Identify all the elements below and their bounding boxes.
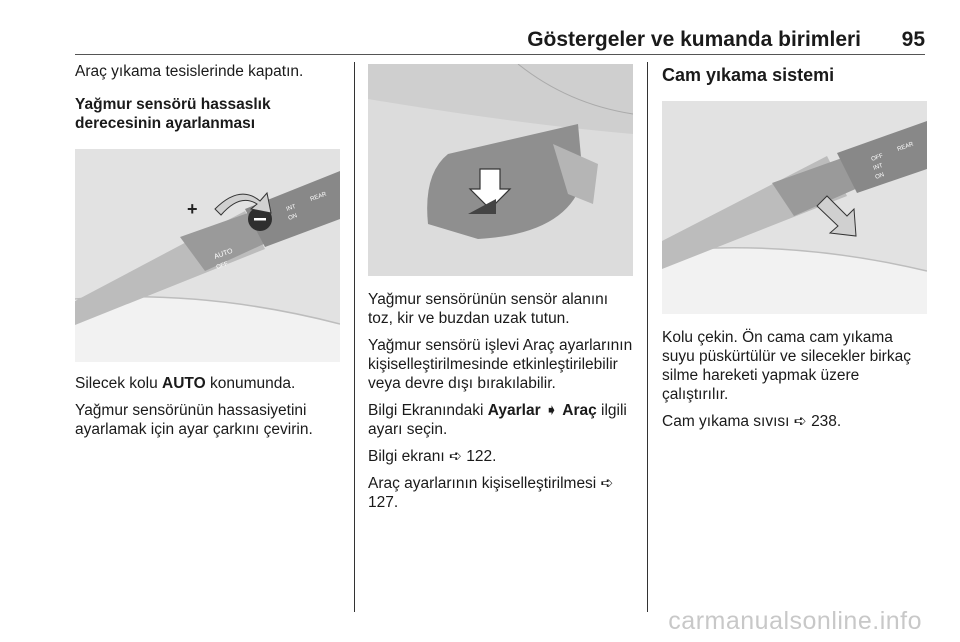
on-label: ON	[874, 172, 886, 181]
washer-fluid-ref: Cam yıkama sıvısı ➪ 238.	[662, 413, 842, 430]
rear-label: REAR	[896, 141, 915, 153]
auto-bold: AUTO	[162, 375, 206, 392]
auto-label: AUTO	[213, 247, 234, 261]
off-label: OFF	[870, 153, 884, 163]
rear-label: REAR	[309, 191, 328, 203]
page-number: 95	[901, 28, 925, 51]
info-display-ref: Bilgi ekranı ➪ 122.	[368, 448, 497, 465]
sensitivity-text: Yağmur sensörünün hassasiyetini ayarlamak için ayar çarkını çevirin.	[75, 402, 313, 438]
on-label: ON	[287, 213, 299, 222]
column-divider	[354, 62, 355, 612]
vehicle-personalisation-ref: Araç ayarlarının kişiselleştirilmesi ➪ 127.	[368, 475, 614, 511]
column-middle	[368, 62, 633, 520]
page-header	[75, 28, 925, 55]
vehicle-bold: Araç	[562, 402, 597, 419]
settings-path-text: Bilgi Ekranındaki Ayarlar ➧ Araç ilgili ayarı seçin.	[368, 402, 627, 438]
washer-section-heading: Cam yıkama sistemi	[662, 65, 835, 85]
int-label: INT	[872, 162, 884, 172]
column-right	[662, 62, 927, 439]
watermark: carmanualsonline.info	[668, 607, 922, 635]
washer-stalk-figure	[662, 101, 927, 314]
column-divider	[647, 62, 648, 612]
off-label: OFF	[215, 261, 229, 271]
rain-sensor-figure	[368, 64, 633, 276]
wiper-stalk-sensitivity-figure	[75, 149, 340, 362]
page-title: Göstergeler ve kumanda birimleri	[527, 28, 861, 51]
subheading-rain-sensor: Yağmur sensörü hassaslık derecesinin ayarlanması	[75, 96, 271, 132]
menu-arrow-icon: ➧	[544, 402, 558, 419]
washer-instruction-text: Kolu çekin. Ön cama cam yıkama suyu püskürtülür ve silecekler birkaç silme hareketi yapmak üzere çalıştırılır.	[662, 329, 911, 403]
column-left	[75, 62, 340, 447]
int-label: INT	[285, 203, 297, 213]
sensor-function-text: Yağmur sensörü işlevi Araç ayarlarının kişiselleştirilmesinde etkinleştirilebilir veya devre dışı bırakılabilir.	[368, 337, 633, 392]
auto-position-text: Silecek kolu AUTO konumunda.	[75, 375, 296, 392]
settings-bold: Ayarlar	[487, 402, 541, 419]
intro-text: Araç yıkama tesislerinde kapatın.	[75, 63, 304, 80]
plus-label: +	[187, 199, 198, 219]
sensor-clean-text: Yağmur sensörünün sensör alanını toz, kir ve buzdan uzak tutun.	[368, 291, 609, 327]
